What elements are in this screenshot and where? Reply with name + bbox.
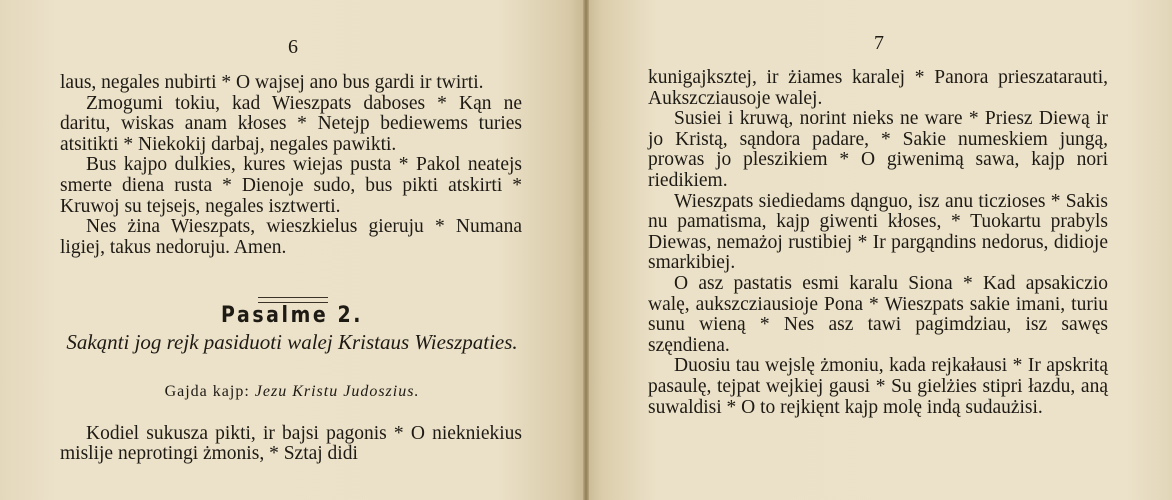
paragraph: Susiei i kruwą, norint nieks ne ware * Priesz Diewą ir jo Kristą, sąndora padare, * Sakie numeskiem jungą, prowas jo pleszikiem * O giwenimą sawa, kajp nori riedikiem. [648,108,1108,191]
paragraph: Zmogumi tokiu, kad Wieszpats daboses * Kąn ne daritu, wiskas anam kłoses * Netejp bediewems turies atsitikti * Niekokij darbaj, negales pawikti. [60,92,522,155]
paragraph: Bus kajpo dulkies, kures wiejas pusta * Pakol neatejs smerte diena rusta * Dienoje sudo, bus pikti atskirti * Kruwoj su tejsejs, negales isztwerti. [60,154,522,217]
tune-label: Gajda kajp: [164,383,250,400]
psalm-heading: Pasalme 2. [221,303,363,328]
psalm-subtitle: Sakąnti jog rejk pasiduoti walej Kristaus Wieszpaties. [66,330,518,354]
left-text-block-2 [60,404,522,484]
paragraph: O asz pastatis esmi karalu Siona * Kad apsakiczio walę, aukszcziausioje Pona * Wieszpats sakie imani, turiu sunu wieną * Nes asz tawi pagimdziau, isz sawęs szęndiena. [648,272,1108,356]
right-text-block [648,68,1108,418]
paragraph: laus, negales nubirti * O wajsej ano bus gardi ir twirti. [60,72,484,93]
paragraph: Nes żina Wieszpats, wieszkielus gieruju * Numana ligiej, takus nedoruju. Amen. [60,216,522,258]
right-page [586,0,1172,500]
paragraph: Wieszpats siediedams dąnguo, isz anu ticzioses * Sakis nu pamatisma, kajp giwenti kłoses, * Tuokartu prabyls Diewas, nemażoj rustibiej * Ir pargąndins nedorus, didioje smarkibiej. [648,190,1108,274]
page-number-left: 6 [288,36,298,58]
book-gutter [583,0,589,500]
page-number-right: 7 [874,32,884,54]
paragraph: kunigajksztej, ir żiames karalej * Panora prieszatarauti, Aukszcziausoje walej. [648,67,1108,109]
tune-line [60,383,524,401]
paragraph: Duosiu tau wejslę żmoniu, kada rejkałausi * Ir apskritą pasaulę, tejpat wejkiej gausi * Su gielżies stipri łazdu, aną suwaldisi * O to rejkięnt kajp molę indą sudaużisi. [648,355,1108,418]
left-text-block [60,73,522,258]
tune-name: Jezu Kristu Judoszius. [254,383,420,400]
paragraph: Kodiel sukusza pikti, ir bajsi pagonis * O niekniekius mislije neprotingi żmonis, * Sztaj didi [60,422,522,465]
